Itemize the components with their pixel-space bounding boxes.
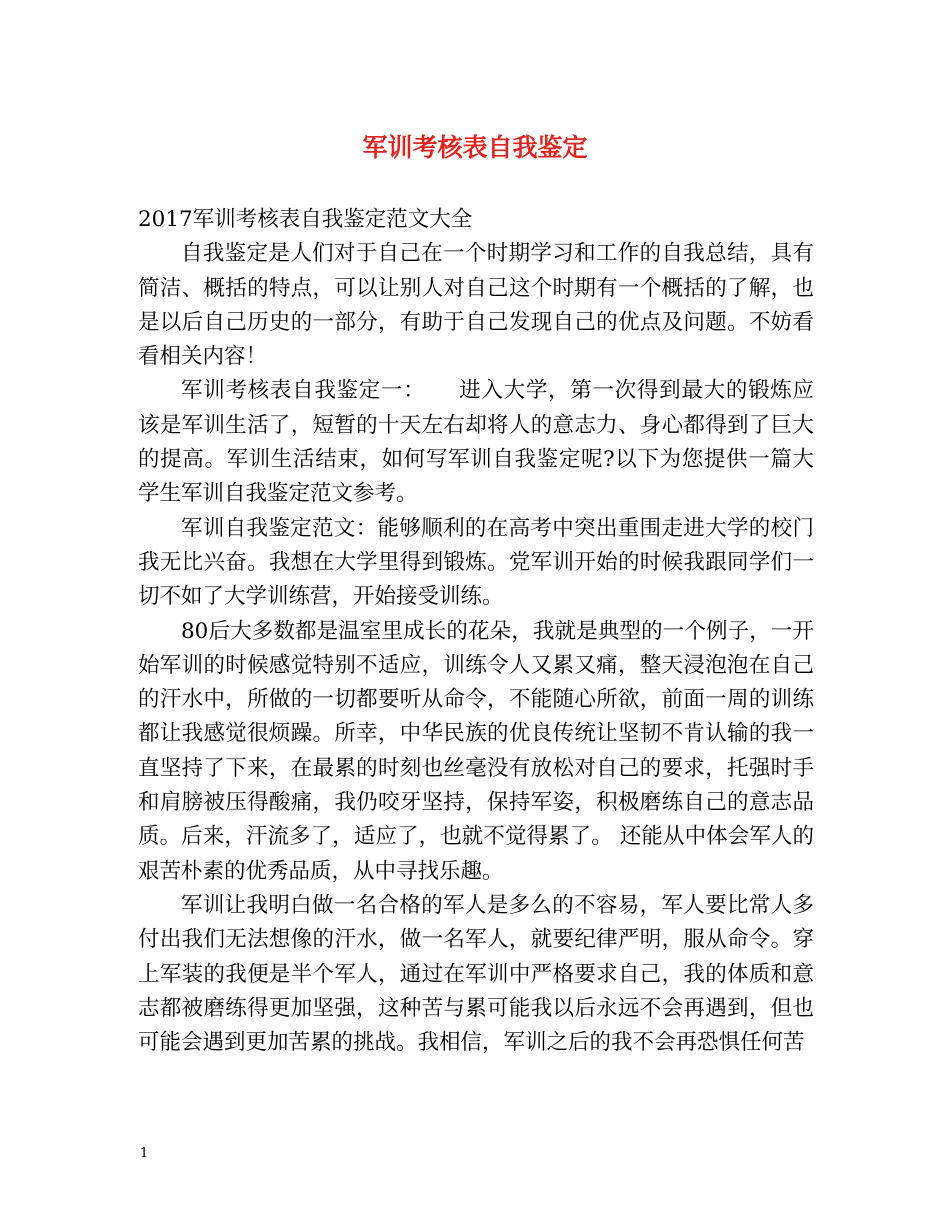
paragraph-post-80s: 80后大多数都是温室里成长的花朵，我就是典型的一个例子，一开始军训的时候感觉特别不适应，训练令人又累又痛，整天浸泡泡在自己的汗水中，所做的一切都要听从命令，不能随心所欲，前面一周的训练都让我感觉很烦躁。所幸，中华民族的优良传统让坚韧不肯认输的我一直坚持了下来，在最累的时刻也丝毫没有放松对自己的要求，托强时手和肩膀被压得酸痛，我仍咬牙坚持，保持军姿，积极磨练自己的意志品质。后来，汗流多了，适应了，也就不觉得累了。 还能从中体会军人的艰苦朴素的优秀品质，从中寻找乐趣。 [138, 618, 814, 884]
paragraph-appraisal-one: 军训考核表自我鉴定一： 进入大学，第一次得到最大的锻炼应该是军训生活了，短暂的十天左右却将人的意志力、身心都得到了巨大的提高。军训生活结束，如何写军训自我鉴定呢?以下为您提供一篇大学生军训自我鉴定范文参考。 [138, 378, 814, 507]
paragraph-intro: 自我鉴定是人们对于自己在一个时期学习和工作的自我总结，具有简洁、概括的特点，可以让别人对自己这个时期有一个概括的了解，也是以后自己历史的一部分，有助于自己发现自己的优点及问题。不妨看看相关内容！ [138, 241, 814, 370]
document-title: 军训考核表自我鉴定 [362, 133, 588, 162]
paragraph-sample-essay: 军训自我鉴定范文：能够顺利的在高考中突出重围走进大学的校门我无比兴奋。我想在大学里得到锻炼。党军训开始的时候我跟同学们一切不如了大学训练营，开始接受训练。 [138, 515, 814, 610]
document-subtitle: 2017军训考核表自我鉴定范文大全 [138, 207, 473, 232]
document-body [138, 203, 814, 1060]
paragraph-soldier-lesson: 军训让我明白做一名合格的军人是多么的不容易，军人要比常人多付出我们无法想像的汗水，做一名军人，就要纪律严明，服从命令。穿上军装的我便是半个军人，通过在军训中严格要求自己，我的体质和意志都被磨练得更加坚强，这种苦与累可能我以后永远不会再遇到，但也可能会遇到更加苦累的挑战。我相信，军训之后的我不会再恐惧任何苦 [138, 892, 814, 1056]
page-number: 1 [140, 1146, 149, 1161]
